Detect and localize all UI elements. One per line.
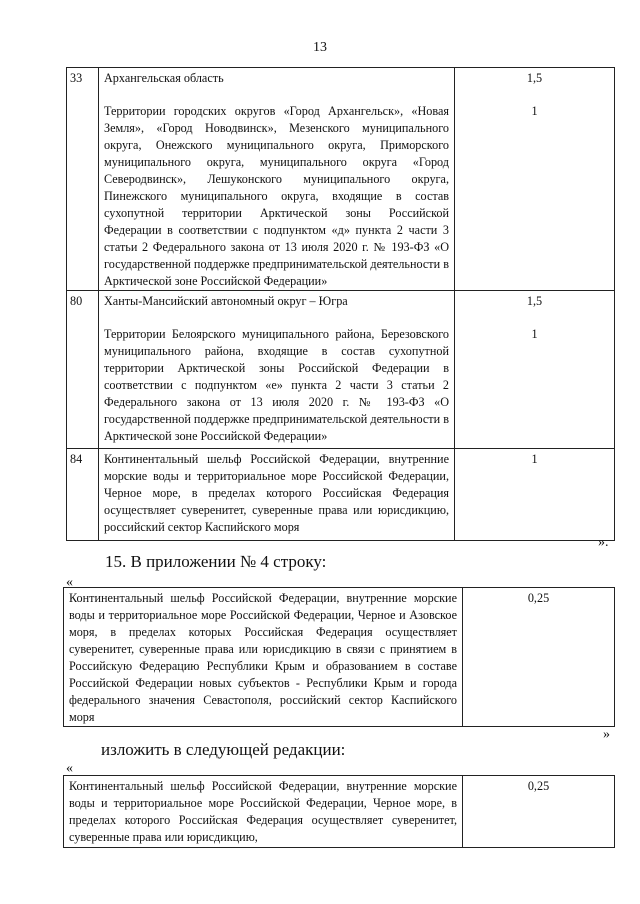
coefficient-cell xyxy=(455,449,615,541)
region-name: Ханты-Мансийский автономный округ – Югра xyxy=(104,294,348,308)
region-cell xyxy=(99,291,455,449)
section-heading: изложить в следующей редакции: xyxy=(101,740,346,759)
region-cell xyxy=(99,449,455,541)
territory-description: Континентальный шельф Российской Федерации, внутренние морские воды и территориальное море Российской Федерации, Черное и Азовское моря, в пределах которых Российская Федерация осуществляет суверенитет, суверенные права или юрисдикцию в связи с принятием в Российскую Федерацию Республики Крым и образованием в составе Российской Федерации новых субъектов - Республики Крым и города федерального значения Севастополя, российский сектор Каспийского моря xyxy=(64,588,463,727)
coefficient-value: 1 xyxy=(531,452,538,466)
row-number: 33 xyxy=(67,68,99,291)
opening-quote: « xyxy=(66,575,73,590)
page-number: 13 xyxy=(313,40,327,55)
row-number: 80 xyxy=(67,291,99,449)
coefficient-value: 1 xyxy=(531,104,538,118)
table-row xyxy=(67,291,615,449)
territory-description: Территории Белоярского муниципального района, Березовского муниципального района, входящие в состав сухопутной территории Арктической зоны Российской Федерации в соответствии с подпунктом «е» пункта 2 части 3 статьи 2 Федерального закона от 13 июля 2020 г. № 193-ФЗ «О государственной поддержке предпринимательской деятельности в Арктической зоне Российской Федерации» xyxy=(104,327,449,443)
coefficient-cell xyxy=(455,68,615,291)
coefficient-value: 1,5 xyxy=(526,71,543,85)
region-cell xyxy=(99,68,455,291)
territory-description: Континентальный шельф Российской Федерации, внутренние морские воды и территориальное море Российской Федерации, Черное море, в пределах которого Российская Федерация осуществляет суверенитет, суверенные права или юрисдикцию, xyxy=(64,776,463,848)
table-row xyxy=(64,588,615,727)
table-row xyxy=(67,449,615,541)
old-row-table xyxy=(63,587,615,727)
closing-quote: ». xyxy=(598,535,609,550)
coefficient-value: 0,25 xyxy=(463,776,615,848)
coefficient-value: 1 xyxy=(531,327,538,341)
opening-quote: « xyxy=(66,761,73,776)
territory-description: Континентальный шельф Российской Федерации, внутренние морские воды и территориальное море Российской Федерации, Черное море, в пределах которого Российская Федерация осуществляет суверенитет, суверенные права или юрисдикцию, российский сектор Каспийского моря xyxy=(104,452,449,534)
coefficient-cell xyxy=(455,291,615,449)
closing-quote: » xyxy=(603,727,610,742)
row-number: 84 xyxy=(67,449,99,541)
coefficient-value: 1,5 xyxy=(526,294,543,308)
table-row xyxy=(64,776,615,848)
table-row xyxy=(67,68,615,291)
territory-description: Территории городских округов «Город Архангельск», «Новая Земля», «Город Новодвинск», Мезенского муниципального округа, Онежского муниципального округа, Приморского муниципального округа, муниципального округа «Город Северодвинск», Лешуконского муниципального округа, Пинежского муниципального округа, входящие в состав сухопутной территории Арктической зоны Российской Федерации в соответствии с подпунктом «д» пункта 2 части 3 статьи 2 Федерального закона от 13 июля 2020 г. № 193-ФЗ «О государственной поддержке предпринимательской деятельности в Арктической зоне Российской Федерации» xyxy=(104,104,449,288)
new-row-table xyxy=(63,775,615,848)
section-heading: 15. В приложении № 4 строку: xyxy=(105,552,327,571)
coefficient-value: 0,25 xyxy=(463,588,615,727)
coefficients-table xyxy=(66,67,615,541)
region-name: Архангельская область xyxy=(104,71,224,85)
